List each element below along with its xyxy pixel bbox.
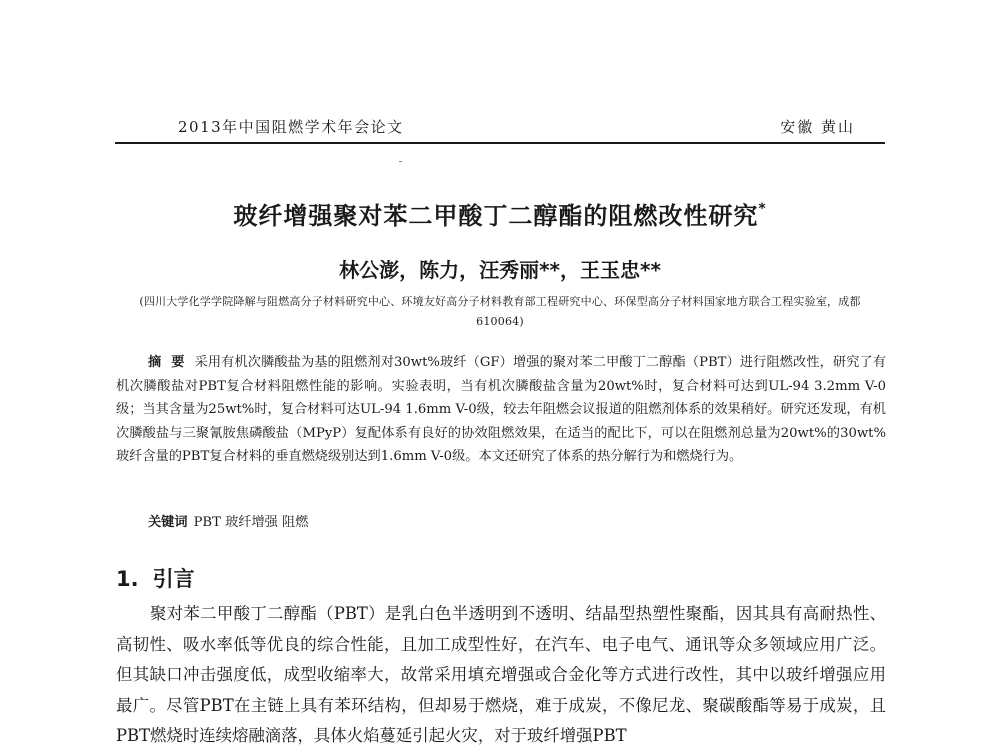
abstract-text: 采用有机次膦酸盐为基的阻燃剂对30wt%玻纤（GF）增强的聚对苯二甲酸丁二醇酯（PBT）进行阻燃改性，研究了有机次膦酸盐对PBT复合材料阻燃性能的影响。实验表明，当有机次膦酸盐含量为20wt%时，复合材料可达到UL-94 3.2mm V-0级；当其含量为25wt%时，复合材料可达UL-94 1.6mm V-0级，较去年阻燃会议报道的阻燃剂体系的效果稍好。研究还发现，有机次膦酸盐与三聚氰胺焦磷酸盐（MPyP）复配体系有良好的协效阻燃效果，在适当的配比下，可以在阻燃剂总量为20wt%的30wt%玻纤含量的PBT复合材料的垂直燃烧级别达到1.6mm V-0级。本文还研究了体系的热分解行为和燃烧行为。	[116, 355, 886, 464]
body-paragraph: 聚对苯二甲酸丁二醇酯（PBT）是乳白色半透明到不透明、结晶型热塑性聚酯，因其具有高耐热性、高韧性、吸水率低等优良的综合性能，且加工成型性好，在汽车、电子电气、通讯等众多领域应用广泛。但其缺口冲击强度低，成型收缩率大，故常采用填充增强或合金化等方式进行改性，其中以玻纤增强应用最广。尽管PBT在主链上具有苯环结构，但却易于燃烧，难于成炭，不像尼龙、聚碳酸酯等易于成炭，且PBT燃烧时连续熔融滴落，具体火焰蔓延引起火灾，对于玻纤增强PBT	[116, 604, 886, 745]
scan-speck	[399, 161, 402, 162]
author-list: 林公澎，陈力，汪秀丽**，王玉忠**	[339, 258, 661, 282]
affiliation: (四川大学化学学院降解与阻燃高分子材料研究中心、环境友好高分子材料教育部工程研究中心、环保型高分子材料国家地方联合工程实验室，成都 610064)	[139, 295, 861, 328]
keywords	[148, 511, 308, 530]
section-number: 1.	[116, 567, 139, 591]
abstract-label: 摘要	[148, 355, 195, 370]
header-conference: 2013年中国阻燃学术年会论文	[178, 118, 404, 136]
section-title: 引言	[152, 567, 195, 591]
abstract	[116, 351, 886, 469]
title-footnote-mark: *	[758, 201, 767, 217]
paper-title	[0, 196, 1000, 231]
header-rule	[115, 142, 885, 144]
keywords-label: 关键词	[148, 515, 188, 530]
running-header	[115, 114, 885, 138]
keywords-text: PBT 玻纤增强 阻燃	[193, 515, 309, 530]
header-location: 安徽 黄山	[780, 118, 855, 136]
title-text: 玻纤增强聚对苯二甲酸丁二醇酯的阻燃改性研究	[233, 202, 759, 230]
section-heading	[116, 563, 195, 593]
